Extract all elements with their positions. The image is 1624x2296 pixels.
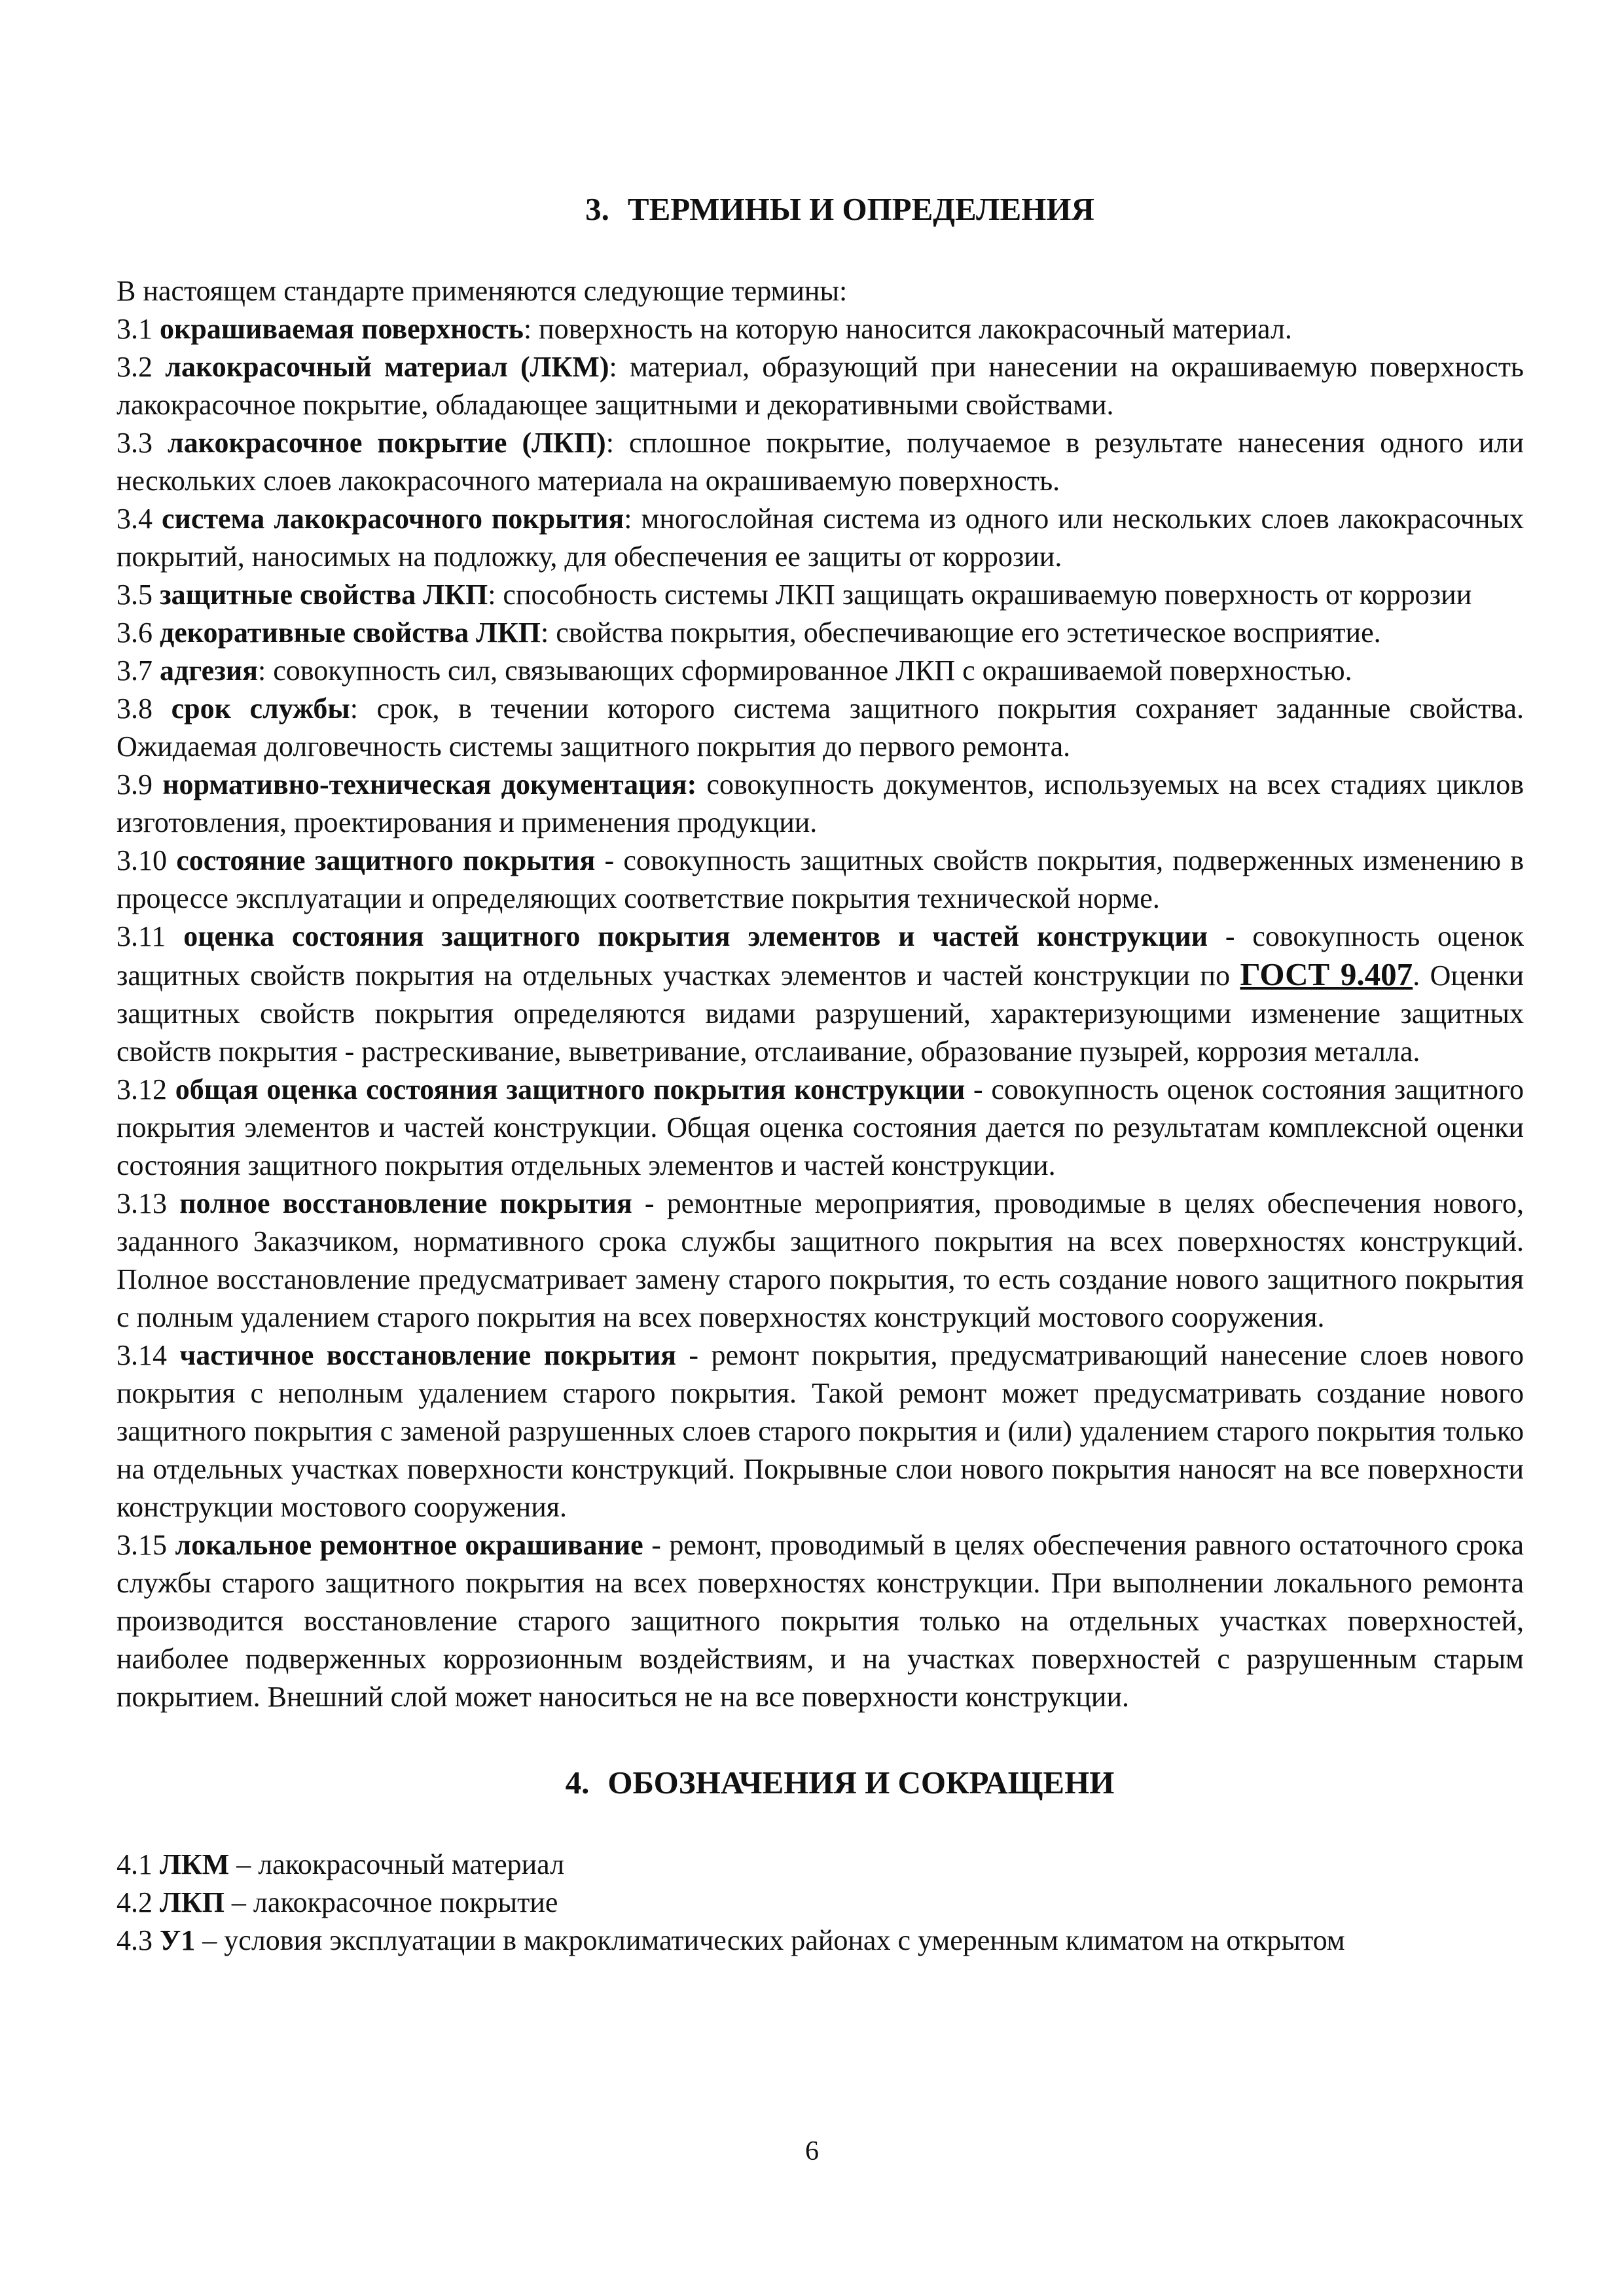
term-3-14: 3.14 частичное восстановление покрытия - ремонт покрытия, предусматривающий нанесение слоев нового покрытия с неполным удалением старого покрытия. Такой ремонт может предусматривать создание нового защитного покрытия с заменой разрушенных слоев старого покрытия и (или) удалением старого покрытия только на отдельных участках поверхности конструкций. Покрывные слои нового покрытия наносят на все поверхности конструкции мостового сооружения. (117, 1339, 1524, 1523)
term-3-12: 3.12 общая оценка состояния защитного покрытия конструкции - совокупность оценок состояния защитного покрытия элементов и частей конструкции. Общая оценка состояния дается по результатам комплексной оценки состояния защитного покрытия отдельных элементов и частей конструкции. (117, 1073, 1525, 1181)
term-definition: материал, образующий при нанесении на окрашиваемую поверхность лакокрасочное покрытие, обладающее защитными и декоративными свойствами. (117, 351, 1524, 421)
abbr-term: ЛКМ (160, 1848, 230, 1880)
section-4-heading (156, 1763, 1524, 1803)
document-page (117, 190, 1524, 1960)
term-name: срок службы (171, 692, 350, 725)
term-3-10: 3.10 состояние защитного покрытия - совокупность защитных свойств покрытия, подверженных изменению в процессе эксплуатации и определяющих соответствие покрытия технической норме. (117, 844, 1525, 914)
term-3-4: 3.4 система лакокрасочного покрытия: многослойная система из одного или нескольких слоев лакокрасочных покрытий, наносимых на подложку, для обеспечения ее защиты от коррозии. (117, 503, 1524, 573)
abbr-definition: лакокрасочное покрытие (253, 1886, 558, 1918)
term-name: оценка состояния защитного покрытия элементов и частей конструкции (183, 920, 1208, 952)
term-3-11: 3.11 оценка состояния защитного покрытия элементов и частей конструкции - совокупность оценок защитных свойств покрытия на отдельных участках элементов и частей конструкции по ГОСТ 9.407. Оценки защитных свойств покрытия определяются видами разрушений, характеризующими изменение защитных свойств покрытия - растрескивание, выветривание, отслаивание, образование пузырей, коррозия металла. (117, 920, 1525, 1067)
term-name: декоративные свойства ЛКП (160, 617, 541, 649)
term-definition: срок, в течении которого система защитного покрытия сохраняет заданные свойства. Ожидаемая долговечность системы защитного покрытия до первого ремонта. (117, 692, 1524, 762)
term-name: частичное восстановление покрытия (179, 1339, 677, 1371)
term-3-5: 3.5 защитные свойства ЛКП: способность системы ЛКП защищать окрашиваемую поверхность от коррозии (117, 579, 1472, 611)
term-name: лакокрасочный материал (ЛКМ) (165, 351, 609, 383)
term-name: лакокрасочное покрытие (ЛКП) (168, 427, 606, 459)
term-3-2: 3.2 лакокрасочный материал (ЛКМ): материал, образующий при нанесении на окрашиваемую поверхность лакокрасочное покрытие, обладающее защитными и декоративными свойствами. (117, 351, 1524, 421)
term-name: адгезия (160, 655, 259, 687)
term-3-6: 3.6 декоративные свойства ЛКП: свойства покрытия, обеспечивающие его эстетическое восприятие. (117, 617, 1381, 649)
term-name: локальное ремонтное окрашивание (175, 1529, 643, 1561)
term-definition: свойства покрытия, обеспечивающие его эстетическое восприятие. (556, 617, 1381, 649)
abbreviations-list (117, 1846, 1524, 1960)
term-name: система лакокрасочного покрытия (162, 503, 624, 535)
term-name: общая оценка состояния защитного покрытия конструкции (175, 1073, 965, 1105)
term-definition: многослойная система из одного или нескольких слоев лакокрасочных покрытий, наносимых на подложку, для обеспечения ее защиты от коррозии. (117, 503, 1524, 573)
term-3-7: 3.7 адгезия: совокупность сил, связывающих сформированное ЛКП с окрашиваемой поверхностью. (117, 655, 1352, 687)
abbr-4-1: 4.1 ЛКМ – лакокрасочный материал (117, 1848, 565, 1880)
term-3-13: 3.13 полное восстановление покрытия - ремонтные мероприятия, проводимые в целях обеспечения нового, заданного Заказчиком, нормативного срока службы защитного покрытия на всех поверхностях конструкций. Полное восстановление предусматривает замену старого покрытия, то есть создание нового защитного покрытия с полным удалением старого покрытия на всех поверхностях конструкций мостового сооружения. (117, 1187, 1524, 1333)
term-definition: ремонтные мероприятия, проводимые в целях обеспечения нового, заданного Заказчиком, нормативного срока службы защитного покрытия на всех поверхностях конструкций. Полное восстановление предусматривает замену старого покрытия, то есть создание нового защитного покрытия с полным удалением старого покрытия на всех поверхностях конструкций мостового сооружения. (117, 1187, 1524, 1333)
abbr-term: У1 (160, 1924, 196, 1956)
term-definition: ремонт, проводимый в целях обеспечения равного остаточного срока службы старого защитного покрытия на всех поверхностях конструкции. При выполнении локального ремонта производится восстановление старого защитного покрытия только на отдельных участках поверхностей, наиболее подверженных коррозионным воздействиям, и на участках поверхностей с разрушенным старым покрытием. Внешний слой может наноситься не на все поверхности конструкции. (117, 1529, 1525, 1713)
term-definition: совокупность оценок защитных свойств покрытия на отдельных участках элементов и частей конструкции по (117, 920, 1524, 992)
term-definition: совокупность оценок состояния защитного покрытия элементов и частей конструкции. Общая оценка состояния дается по результатам комплексной оценки состояния защитного покрытия отдельных элементов и частей конструкции. (117, 1073, 1525, 1181)
abbr-term: ЛКП (160, 1886, 225, 1918)
section-4-number: 4. (565, 1765, 590, 1801)
term-name: полное восстановление покрытия (179, 1187, 632, 1219)
page-number: 6 (805, 2136, 819, 2166)
terms-list (117, 310, 1524, 1716)
term-3-15: 3.15 локальное ремонтное окрашивание - ремонт, проводимый в целях обеспечения равного остаточного срока службы старого защитного покрытия на всех поверхностях конструкции. При выполнении локального ремонта производится восстановление старого защитного покрытия только на отдельных участках поверхностей, наиболее подверженных коррозионным воздействиям, и на участках поверхностей с разрушенным старым покрытием. Внешний слой может наноситься не на все поверхности конструкции. (117, 1529, 1525, 1713)
term-name: состояние защитного покрытия (176, 844, 596, 876)
term-definition-continued: . Оценки защитных свойств покрытия определяются видами разрушений, характеризующими изменение защитных свойств покрытия - растрескивание, выветривание, отслаивание, образование пузырей, коррозия металла. (117, 960, 1525, 1067)
abbr-definition: лакокрасочный материал (258, 1848, 565, 1880)
section-3-number: 3. (585, 191, 609, 227)
term-definition: совокупность сил, связывающих сформированное ЛКП с окрашиваемой поверхностью. (273, 655, 1352, 687)
term-definition: ремонт покрытия, предусматривающий нанесение слоев нового покрытия с неполным удалением старого покрытия. Такой ремонт может предусматривать создание нового защитного покрытия с заменой разрушенных слоев старого покрытия и (или) удалением старого покрытия только на отдельных участках поверхности конструкций. Покрывные слои нового покрытия наносят на все поверхности конструкции мостового сооружения. (117, 1339, 1524, 1523)
section-4-title: ОБОЗНАЧЕНИЯ И СОКРАЩЕНИ (607, 1765, 1115, 1801)
term-name: нормативно-техническая документация: (162, 768, 697, 800)
section-3-heading (156, 190, 1524, 229)
term-definition: поверхность на которую наносится лакокрасочный материал. (539, 313, 1292, 345)
abbr-definition: условия эксплуатации в макроклиматических районах с умеренным климатом на открытом (224, 1924, 1345, 1956)
term-3-9: 3.9 нормативно-техническая документация: совокупность документов, используемых на всех стадиях циклов изготовления, проектирования и применения продукции. (117, 768, 1525, 838)
gost-9-407-link[interactable]: ГОСТ 9.407 (1240, 956, 1413, 992)
abbr-4-3: 4.3 У1 – условия эксплуатации в макроклиматических районах с умеренным климатом на открытом (117, 1924, 1345, 1956)
term-3-3: 3.3 лакокрасочное покрытие (ЛКП): сплошное покрытие, получаемое в результате нанесения одного или нескольких слоев лакокрасочного материала на окрашиваемую поверхность. (117, 427, 1524, 497)
term-definition: способность системы ЛКП защищать окрашиваемую поверхность от коррозии (503, 579, 1472, 611)
term-definition: совокупность документов, используемых на всех стадиях циклов изготовления, проектирования и применения продукции. (117, 768, 1525, 838)
abbr-4-2: 4.2 ЛКП – лакокрасочное покрытие (117, 1886, 558, 1918)
term-3-1: 3.1 окрашиваемая поверхность: поверхность на которую наносится лакокрасочный материал. (117, 313, 1292, 345)
term-definition: сплошное покрытие, получаемое в результате нанесения одного или нескольких слоев лакокрасочного материала на окрашиваемую поверхность. (117, 427, 1524, 497)
term-name: окрашиваемая поверхность (160, 313, 524, 345)
term-definition: совокупность защитных свойств покрытия, подверженных изменению в процессе эксплуатации и определяющих соответствие покрытия технической норме. (117, 844, 1525, 914)
section-3-title: ТЕРМИНЫ И ОПРЕДЕЛЕНИЯ (627, 191, 1094, 227)
term-name: защитные свойства ЛКП (160, 579, 488, 611)
section-3-intro: В настоящем стандарте применяются следующие термины: (117, 275, 848, 307)
term-3-8: 3.8 срок службы: срок, в течении которого система защитного покрытия сохраняет заданные свойства. Ожидаемая долговечность системы защитного покрытия до первого ремонта. (117, 692, 1524, 762)
